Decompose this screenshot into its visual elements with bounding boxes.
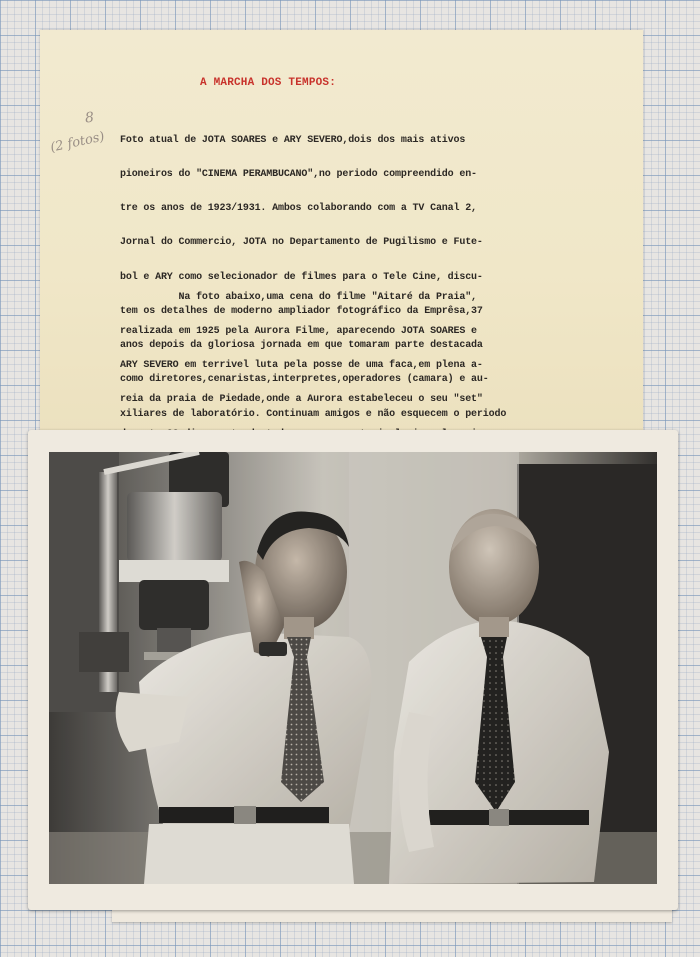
text-line: tem os detalhes de moderno ampliador fotográfico da Emprêsa,37 xyxy=(120,305,483,317)
text-line: reia da praia de Piedade,onde a Aurora estabeleceu o seu "set" xyxy=(120,394,483,406)
pencil-note: (2 fotos) xyxy=(49,129,106,156)
text-line: Foto atual de JOTA SOARES e ARY SEVERO,dois dos mais ativos xyxy=(120,134,466,146)
text-line: como diretores,cenaristas,interpretes,operadores (camara) e au- xyxy=(120,374,489,386)
text-line: realizada em 1925 pela Aurora Filme, aparecendo JOTA SOARES e xyxy=(120,326,477,338)
text-line: anos depois da gloriosa jornada em que tomaram parte destacada xyxy=(120,340,483,352)
text-line: bol e ARY como selecionador de filmes para o Tele Cine, discu- xyxy=(120,271,483,283)
photograph xyxy=(49,452,657,884)
pencil-page-number: 8 xyxy=(84,109,95,127)
document-title: A MARCHA DOS TEMPOS: xyxy=(200,77,337,89)
text-line: pioneiros do "CINEMA PERAMBUCANO",no periodo compreendido en- xyxy=(120,169,477,181)
text-line: Na foto abaixo,uma cena do filme "Aitaré da Praia", xyxy=(120,291,477,303)
text-line: xiliares de laboratório. Continuam amigos e não esquecem o periodo xyxy=(120,408,507,420)
text-line: tre os anos de 1923/1931. Ambos colaborando com a TV Canal 2, xyxy=(120,203,477,215)
text-line: Jornal do Commercio, JOTA no Departamento de Pugilismo e Fute- xyxy=(120,237,483,249)
text-line: ARY SEVERO em terrivel luta pela posse de uma faca,em plena a- xyxy=(120,360,483,372)
